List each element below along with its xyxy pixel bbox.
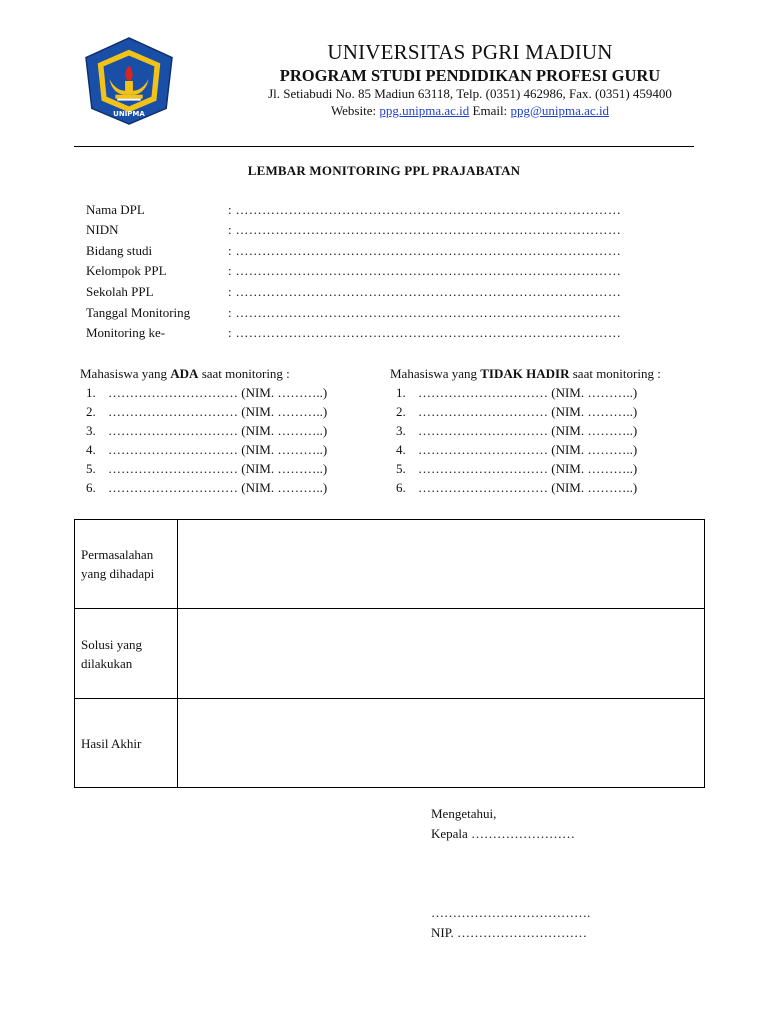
list-item[interactable]: 4. ………………………… (NIM. ………..): [86, 442, 328, 457]
program-name: PROGRAM STUDI PENDIDIKAN PROFESI GURU: [279, 66, 661, 85]
field-value[interactable]: : ……………………………………………………………………………: [228, 243, 622, 258]
document-title: LEMBAR MONITORING PPL PRAJABATAN: [247, 163, 521, 178]
absent-heading: Mahasiswa yang TIDAK HADIR saat monitoring :: [390, 366, 661, 381]
field-monitoring-ke: [86, 323, 686, 343]
website-link[interactable]: ppg.unipma.ac.id: [379, 103, 470, 118]
row-label-hasil-akhir: Hasil Akhir: [75, 699, 178, 788]
field-value[interactable]: : ……………………………………………………………………………: [228, 325, 622, 340]
row-value-hasil-akhir[interactable]: [178, 699, 705, 788]
list-item[interactable]: 6. ………………………… (NIM. ………..): [86, 480, 328, 495]
signature-name-line[interactable]: ……………………………….: [431, 905, 591, 920]
row-label-permasalahan: Permasalahan yang dihadapi: [75, 520, 178, 609]
field-value[interactable]: : ……………………………………………………………………………: [228, 202, 622, 217]
field-label: Bidang studi: [86, 243, 153, 258]
list-item[interactable]: 2. ………………………… (NIM. ………..): [396, 404, 638, 419]
list-item[interactable]: 3. ………………………… (NIM. ………..): [396, 423, 638, 438]
row-value-permasalahan[interactable]: [178, 520, 705, 609]
field-label: Kelompok PPL: [86, 263, 167, 278]
monitoring-table: [74, 519, 705, 788]
address: Jl. Setiabudi No. 85 Madiun 63118, Telp. (0351) 462986, Fax. (0351) 459400: [268, 86, 672, 101]
absent-students-section: [390, 365, 720, 497]
header-divider: [74, 146, 694, 147]
contact-line: [180, 103, 760, 119]
row-label-solusi: Solusi yang dilakukan: [75, 609, 178, 699]
signature-nip[interactable]: NIP. …………………………: [431, 925, 588, 940]
field-tanggal-monitoring: [86, 303, 686, 323]
list-item[interactable]: 1. ………………………… (NIM. ………..): [86, 385, 328, 400]
field-bidang-studi: [86, 241, 686, 261]
signature-mengetahui: Mengetahui,: [431, 806, 497, 821]
signature-kepala[interactable]: Kepala ……………………: [431, 826, 576, 841]
email-link[interactable]: ppg@unipma.ac.id: [510, 103, 610, 118]
table-row: [75, 520, 705, 609]
field-sekolah-ppl: [86, 282, 686, 302]
field-value[interactable]: : ……………………………………………………………………………: [228, 284, 622, 299]
list-item[interactable]: 5. ………………………… (NIM. ………..): [86, 461, 328, 476]
field-label: Tanggal Monitoring: [86, 305, 191, 320]
field-value[interactable]: : ……………………………………………………………………………: [228, 305, 622, 320]
field-value[interactable]: : ……………………………………………………………………………: [228, 263, 622, 278]
present-heading: Mahasiswa yang ADA saat monitoring :: [80, 366, 290, 381]
list-item[interactable]: 6. ………………………… (NIM. ………..): [396, 480, 638, 495]
list-item[interactable]: 3. ………………………… (NIM. ………..): [86, 423, 328, 438]
field-nidn: [86, 220, 686, 240]
field-nama-dpl: [86, 200, 686, 220]
field-kelompok-ppl: [86, 261, 686, 281]
field-label: NIDN: [86, 222, 119, 237]
list-item[interactable]: 4. ………………………… (NIM. ………..): [396, 442, 638, 457]
list-item[interactable]: 5. ………………………… (NIM. ………..): [396, 461, 638, 476]
field-label: Nama DPL: [86, 202, 145, 217]
list-item[interactable]: 1. ………………………… (NIM. ………..): [396, 385, 638, 400]
table-row: [75, 699, 705, 788]
website-label: Website:: [330, 103, 380, 118]
logo-ribbon-text: UNIPMA: [113, 110, 145, 118]
university-name: UNIVERSITAS PGRI MADIUN: [327, 40, 613, 64]
field-value[interactable]: : ……………………………………………………………………………: [228, 222, 622, 237]
field-label: Sekolah PPL: [86, 284, 154, 299]
table-row: [75, 609, 705, 699]
email-label: Email:: [469, 103, 511, 118]
field-label: Monitoring ke-: [86, 325, 166, 340]
list-item[interactable]: 2. ………………………… (NIM. ………..): [86, 404, 328, 419]
row-value-solusi[interactable]: [178, 609, 705, 699]
present-students-section: [80, 365, 380, 497]
